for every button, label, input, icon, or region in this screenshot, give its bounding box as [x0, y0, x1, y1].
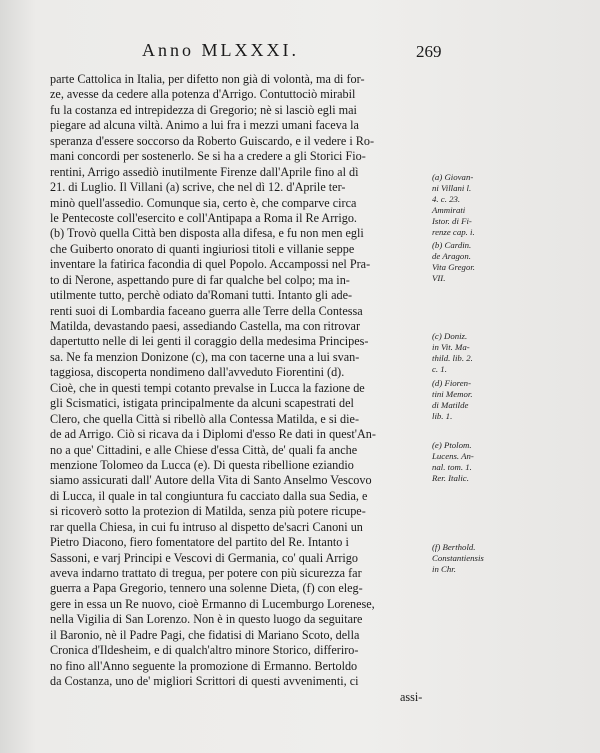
note-line: de Aragon. [432, 251, 471, 261]
text-line: che Guiberto onorato di quanti ingiuriosi titoli e villanie seppe [50, 241, 355, 256]
note-line: Vita Gregor. [432, 262, 476, 272]
text-line: siamo assicurati dall' Autore della Vita di Santo Anselmo Vescovo [50, 473, 372, 488]
text-line: si ricoverò sotto la protezion di Matilda, senza più potere ricupe- [50, 504, 366, 519]
text-line: Sassoni, e varj Principi e Vescovi di Germania, co' quali Arrigo [50, 550, 358, 565]
text-line: rar quella Chiesa, in cui fu intruso al dispetto de'sacri Canoni un [50, 519, 363, 534]
marginal-note-a [432, 172, 522, 238]
note-line: di Matilde [432, 400, 469, 410]
text-line: 21. di Luglio. Il Villani (a) scrive, che nel dì 12. d'Aprile ter- [50, 180, 346, 195]
main-text-column [50, 72, 423, 705]
text-line: Clero, che quella Città si ribellò alla Contessa Matilda, e si die- [50, 411, 360, 426]
note-line: Istor. di Fi- [432, 216, 472, 226]
text-line: fu la costanza ed intrepidezza di Gregorio; nè si lasciò egli mai [50, 102, 357, 117]
page-number: 269 [416, 42, 442, 61]
text-line: aveva indarno trattato di tregua, per potere con più sicurezza far [50, 566, 362, 580]
text-line: parte Cattolica in Italia, per difetto non già di volontà, ma di for- [50, 72, 365, 86]
text-line: piegare ad alcuna viltà. Animo a lui fra i mezzi umani faceva la [50, 118, 359, 133]
note-line: Rer. Italic. [432, 473, 469, 483]
text-line: mani concordi per sostenerlo. Se si ha a credere a gli Storici Fio- [50, 149, 366, 164]
catchword: assi- [400, 689, 423, 704]
note-line: c. 1. [432, 364, 447, 374]
marginal-note-c [432, 331, 522, 375]
text-line: Pietro Diacono, fiero fomentatore del partito del Re. Intanto i [50, 535, 349, 550]
note-line: (c) Doniz. [432, 331, 468, 341]
marginal-note-e [432, 440, 522, 484]
note-line: (f) Berthold. [432, 542, 476, 552]
note-line: VII. [432, 273, 446, 283]
note-line: (d) Fioren- [432, 378, 472, 388]
text-line: no fino all'Anno seguente la promozione di Ermanno. Bertoldo [50, 658, 358, 673]
text-line: Matilda, devastando paesi, assediando Castella, ma con ritrovar [50, 319, 361, 333]
text-line: renti suoi di Lombardia faceano guerra alle Terre della Contessa [50, 303, 363, 318]
note-line: 4. c. 23. [432, 194, 461, 204]
note-line: (e) Ptolom. [432, 440, 472, 450]
text-line: di Lucca, il quale in tal congiuntura fu cacciato dalla sua Sedia, e [50, 488, 368, 503]
text-line: minò quell'assedio. Comunque sia, certo è, che comparve circa [50, 195, 357, 210]
note-line: in Vit. Ma- [432, 342, 470, 352]
marginal-note-b [432, 240, 522, 284]
text-line: dapertutto nelle di lei genti il coraggio della medesima Principes- [50, 334, 369, 349]
text-line: no a que' Cittadini, e alle Chiese d'essa Città, de' quali fa anche [50, 442, 358, 457]
page-header [0, 40, 600, 66]
marginal-note-f [432, 542, 522, 575]
text-line: nella Vigilia di San Lorenzo. Non è in questo luogo da seguitare [50, 612, 363, 627]
text-line: speranza d'essere soccorso da Roberto Guiscardo, e il vedere i Ro- [50, 133, 375, 148]
text-line: utilmente tutto, perchè odiato da'Romani tutti. Intanto gli ade- [50, 288, 353, 303]
text-line: Cronica d'Ildesheim, e di qualch'altro minore Storico, differiro- [50, 643, 359, 658]
note-line: tini Memor. [432, 389, 473, 399]
note-line: renze cap. i. [432, 227, 475, 237]
text-line: da Costanza, uno de' migliori Scrittori di questi avvenimenti, ci [50, 674, 359, 689]
text-line: taggiosa, discoperta nondimeno dall'avveduto Fiorentini (d). [50, 365, 345, 380]
text-line: Cioè, che in questi tempi cotanto prevalse in Lucca la fazione de [50, 380, 365, 395]
text-line: rentini, Arrigo assediò inutilmente Firenze dall'Aprile fino al dì [50, 164, 359, 179]
note-line: ni Villani l. [432, 183, 472, 193]
text-line: gli Scismatici, istigata principalmente da alcuni scapestrati del [50, 396, 354, 411]
note-line: (a) Giovan- [432, 172, 474, 182]
text-line: ze, avesse da cedere alla potenza d'Arrigo. Contuttociò mirabil [50, 87, 356, 102]
text-line: (b) Trovò quella Città ben disposta alla difesa, e fu non men egli [50, 226, 364, 241]
text-line: to di Nerone, aspettando pure di far qualche bel colpo; ma in- [50, 272, 350, 287]
note-line: Lucens. An- [432, 451, 474, 461]
text-line: de ad Arrigo. Ciò si ricava da i Diplomi d'esso Re dati in quest'An- [50, 427, 376, 442]
note-line: in Chr. [432, 564, 456, 574]
text-line: gere in essa un Re nuovo, cioè Ermanno di Lucemburgo Lorenese, [50, 596, 375, 611]
note-line: thild. lib. 2. [432, 353, 473, 363]
note-line: Constantiensis [432, 553, 484, 563]
note-line: Ammirati [432, 205, 466, 215]
text-line: menzione Tolomeo da Lucca (e). Di questa ribellione eziandio [50, 457, 354, 472]
text-line: il Baronio, nè il Padre Pagi, che fidatisi di Mariano Scoto, della [50, 627, 360, 642]
note-line: (b) Cardin. [432, 240, 472, 250]
text-line: sa. Ne fa menzion Donizone (c), ma con tacerne una a lui svan- [50, 349, 360, 364]
marginal-note-d [432, 378, 522, 422]
note-line: lib. 1. [432, 411, 453, 421]
text-line: guerra a Papa Gregorio, tennero una solenne Dieta, (f) con eleg- [50, 581, 363, 596]
text-line: inventare la fatirica facondia di quel Popolo. Accampossi nel Pra- [50, 257, 371, 272]
note-line: nal. tom. 1. [432, 462, 472, 472]
text-line: le Pentecoste coll'esercito e coll'Antipapa a Roma il Re Arrigo. [50, 210, 357, 225]
running-title: Anno MLXXXI. [142, 40, 299, 60]
